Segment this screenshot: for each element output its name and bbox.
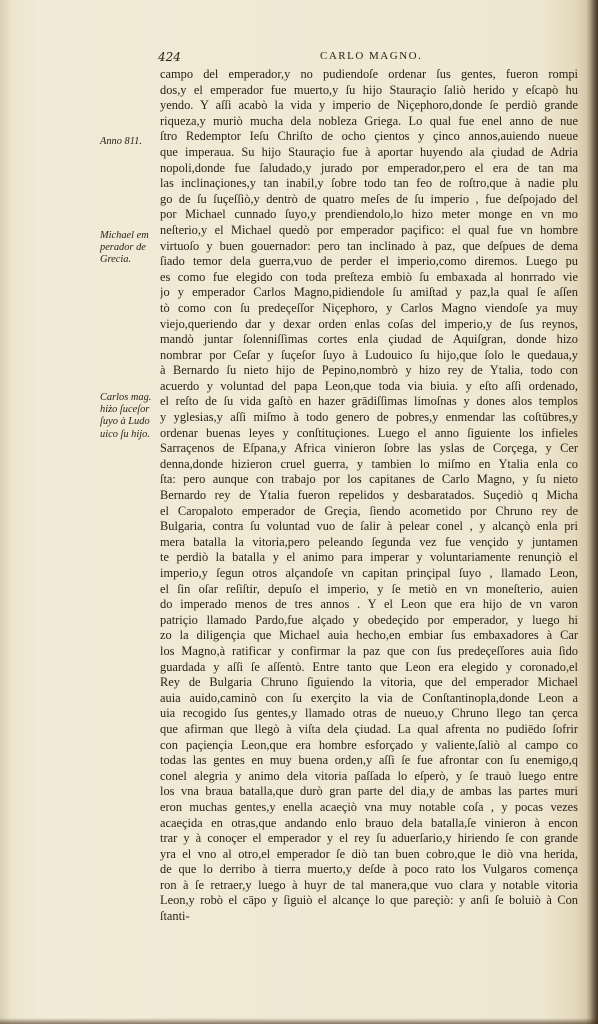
page-header <box>158 50 458 68</box>
text-line: Bulgaria, contra ſu voluntad vuo de ſalir à pelear conel , y alcançò enla pri <box>160 519 578 534</box>
text-line: nopoli,donde fue ſaludado,y jurado por emperador,pero el era de tan ma <box>160 160 578 175</box>
text-line: trar y à conoçer el emperador y el rey ſu aduerſario,y hiriendo ſe con grande <box>160 831 578 846</box>
text-line: ſtanti- <box>160 909 190 924</box>
text-line: y yglesias,y aſſi miſmo à todo genero de pobres,y enmendar las coſtūbres,y <box>160 410 578 425</box>
text-line: patriçio llamado Pardo,fue alçado y obedeçido por emperador, y luego hi <box>160 612 578 627</box>
page-bottom-edge <box>0 1018 598 1024</box>
text-line: ſiado temor dela guerra,vuo de perder el imperio,como diremos. Luego pu <box>160 254 578 269</box>
text-line: el Caropaloto emperador de Greçia, ſiendo acometido por Chruno rey de <box>160 503 578 518</box>
text-line: Leon,y robò el cāpo y ſiguiò el alcançe lo que pareçiò: y anſi ſe boluiò à Con <box>160 893 578 908</box>
text-line: Sarraçenos de Eſpana,y Africa vinieron ſobre las yslas de Corçega, y Cer <box>160 441 578 456</box>
text-line: que afirman que llegò à viſta dela çiudad. La qual afrenta no pudiēdo ſofrir <box>160 721 578 736</box>
text-line: virtuoſo y buen gouernador: pero tan inclinado à paz, que deſpues de dema <box>160 238 578 253</box>
margin-note-line: uico ſu hijo. <box>100 428 150 440</box>
text-line: las inclinaçiones,y tan inabil,y ſobre todo tan feo de roſtro,que à nadie plu <box>160 176 578 191</box>
text-line: do imperado menos de tres annos . Y el Leon que era hijo de vn varon <box>160 597 578 612</box>
text-line: nombrar por Ceſar y ſuçeſor ſuyo à Ludouico ſu hijo,que ſolo le quedaua,y <box>160 347 578 362</box>
text-line: uia recogido ſus gentes,y llamado otras de nueuo,y Chruno llego tan çerca <box>160 706 578 721</box>
text-line: Bernardo rey de Ytalia fueron repelidos y desbaratados. Suçediò q Micha <box>160 488 578 503</box>
margin-note-line: hiżo ſuceſor <box>100 404 150 416</box>
text-line: ſta: pero aunque con trabajo por los capitanes de Carlo Magno, y ſu nieto <box>160 472 578 487</box>
text-line: riqueza,y muriò mucha dela nobleza Griega. Lo qual fue enel anno de nue <box>160 113 578 128</box>
text-line: con paçiençia Leon,que era hombre esforçado y valiente,ſaliò al campo co <box>160 737 578 752</box>
text-line: Rey de Bulgaria Chruno ſiguiendo la vitoria, que del emperador Michael <box>160 675 578 690</box>
text-line: go de ſu ſuçeſſiò,y dentrò de quatro meſes de ſu imperio , fue deſpojado del <box>160 191 578 206</box>
text-line: que imperaua. Su hijo Stauraçio fue à aportar huyendo ala çiudad de Adria <box>160 144 578 159</box>
text-line: de que lo derribo à tierra muerto,y deſde à poco rato los Vulgaros comença <box>160 862 578 877</box>
margin-note-line: Carlos mag. <box>100 392 152 403</box>
margin-note-line: Grecia. <box>100 254 132 266</box>
margin-note-anno <box>100 136 162 148</box>
text-line: el reſto de ſu vida gaſtò en hazer grādiſſimas limoſnas y dones alos templos <box>160 394 578 409</box>
text-line: dos,y el emperador fue muerto,y ſu hijo Stauraçio ſaliò herido y eſcapò hu <box>160 82 578 97</box>
text-line: imperio,y ſegun otros alçandoſe vn capitan prinçipal ſuyo , llamado Leon, <box>160 566 578 580</box>
text-line: mandò juntar ſolenniſſimas cortes enla çiudad de Aquiſgran, donde hizo <box>160 332 578 347</box>
text-line: yra el vno al otro,el emperador ſe diò tan buen cobro,que le diò vna herida, <box>160 846 578 861</box>
text-line: denna,donde hizieron cruel guerra, y tambien lo miſmo en Ytalia enla co <box>160 456 578 471</box>
text-line: ordenar buenas leyes y conſtituçiones. Luego el anno ſiguiente los infieles <box>160 425 578 440</box>
text-line: te perdiò la batalla y el animo para imperar y voluntariamente renunçiò el <box>160 550 578 565</box>
margin-note-michael <box>100 230 162 267</box>
text-line: ſtro Redemptor Ieſu Chriſto de ocho çientos y çinco annos,auiendo nueue <box>160 129 578 144</box>
text-line: campo del emperador,y no pudiendoſe ordenar ſus gentes, fueron rompi <box>160 67 578 81</box>
text-line: acuerdo y voluntad del papa Leon,que toda via biuia. y eſto aſſi ordenado, <box>160 378 578 393</box>
text-line: eron muchas gentes,y enella acaeçiò vna muy notable coſa , y pocas vezes <box>160 799 578 814</box>
text-line: mera batalla la vitoria,pero peleando ſegunda vez fue vençido y juntamen <box>160 534 578 549</box>
text-line: à Bernardo ſu nieto hijo de Pepino,nombrò y hizo rey de Ytalia, todo con <box>160 363 578 378</box>
margin-note-line: ſuyo à Ludo <box>100 416 150 428</box>
text-line: neſterio,y el Michael quedò por emperador paçifico: el qual fue vn hombre <box>160 222 578 237</box>
page-gutter-shadow <box>586 0 598 1024</box>
text-line: tò como con ſu predeçeſſor Niçephoro, y Carlos Magno viendoſe ya muy <box>160 300 578 315</box>
text-line: auia auido,caminò con ſu exerçito la via de Conſtantinopla,donde Leon a <box>160 690 578 705</box>
running-head: CARLO MAGNO. <box>320 50 423 62</box>
text-line: acaeçida en otras,que andando enlo brauo dela batalla,ſe vinieron à encon <box>160 815 578 830</box>
text-line: por Michael cunnado ſuyo,y prendiendolo,lo hizo meter monge en vn mo <box>160 207 578 222</box>
margin-note-line: perador de <box>100 242 146 254</box>
text-line: jo y emperador Carlos Magno,pidiendole ſu amiſtad y paz,la qual ſe aſſen <box>160 285 578 300</box>
margin-note-line: Anno 811. <box>100 136 142 147</box>
text-line: los Magno,à ratificar y confirmar la paz que con ſus predeçeſſores auia ſido <box>160 643 578 658</box>
text-line: conel alegria y animo dela vitoria paſſada lo eſperò, y ſe trauò luego entre <box>160 768 578 783</box>
text-line: yendo. Y aſſi acabò la vida y imperio de Niçephoro,donde ſe perdiò grande <box>160 98 578 113</box>
margin-note-line: Michael em <box>100 230 149 241</box>
text-line: viejo,queriendo dar y dexar orden enlas coſas del imperio,y de ſus reynos, <box>160 316 578 331</box>
text-line: todas las gentes en muy buena orden,y aſſi ſe fue afrontar con ſu enemigo,q <box>160 753 578 768</box>
text-line: ron à ſe retraer,y luego à huyr de tal manera,que vuo clara y notable vitoria <box>160 877 578 892</box>
text-line: zo la diligençia que Michael auia hecho,en embiar ſus embaxadores à Car <box>160 628 578 643</box>
body-text <box>160 67 578 925</box>
text-line: guardada y aſſi ſe aſſentò. Entre tanto que Leon era elegido y coronado,el <box>160 659 578 674</box>
text-line: los vna braua batalla,que durò gran parte del dia,y de ambas las partes muri <box>160 784 578 799</box>
margin-note-carlos <box>100 392 162 441</box>
text-line: es como fue elegido con toda preſteza embiò ſu embaxada al honrrado vie <box>160 269 578 284</box>
text-line: el ſin oſar reſiſtir, depuſo el imperio, y ſe metiò en vn moneſterio, auien <box>160 581 578 596</box>
page-number: 424 <box>158 50 181 64</box>
